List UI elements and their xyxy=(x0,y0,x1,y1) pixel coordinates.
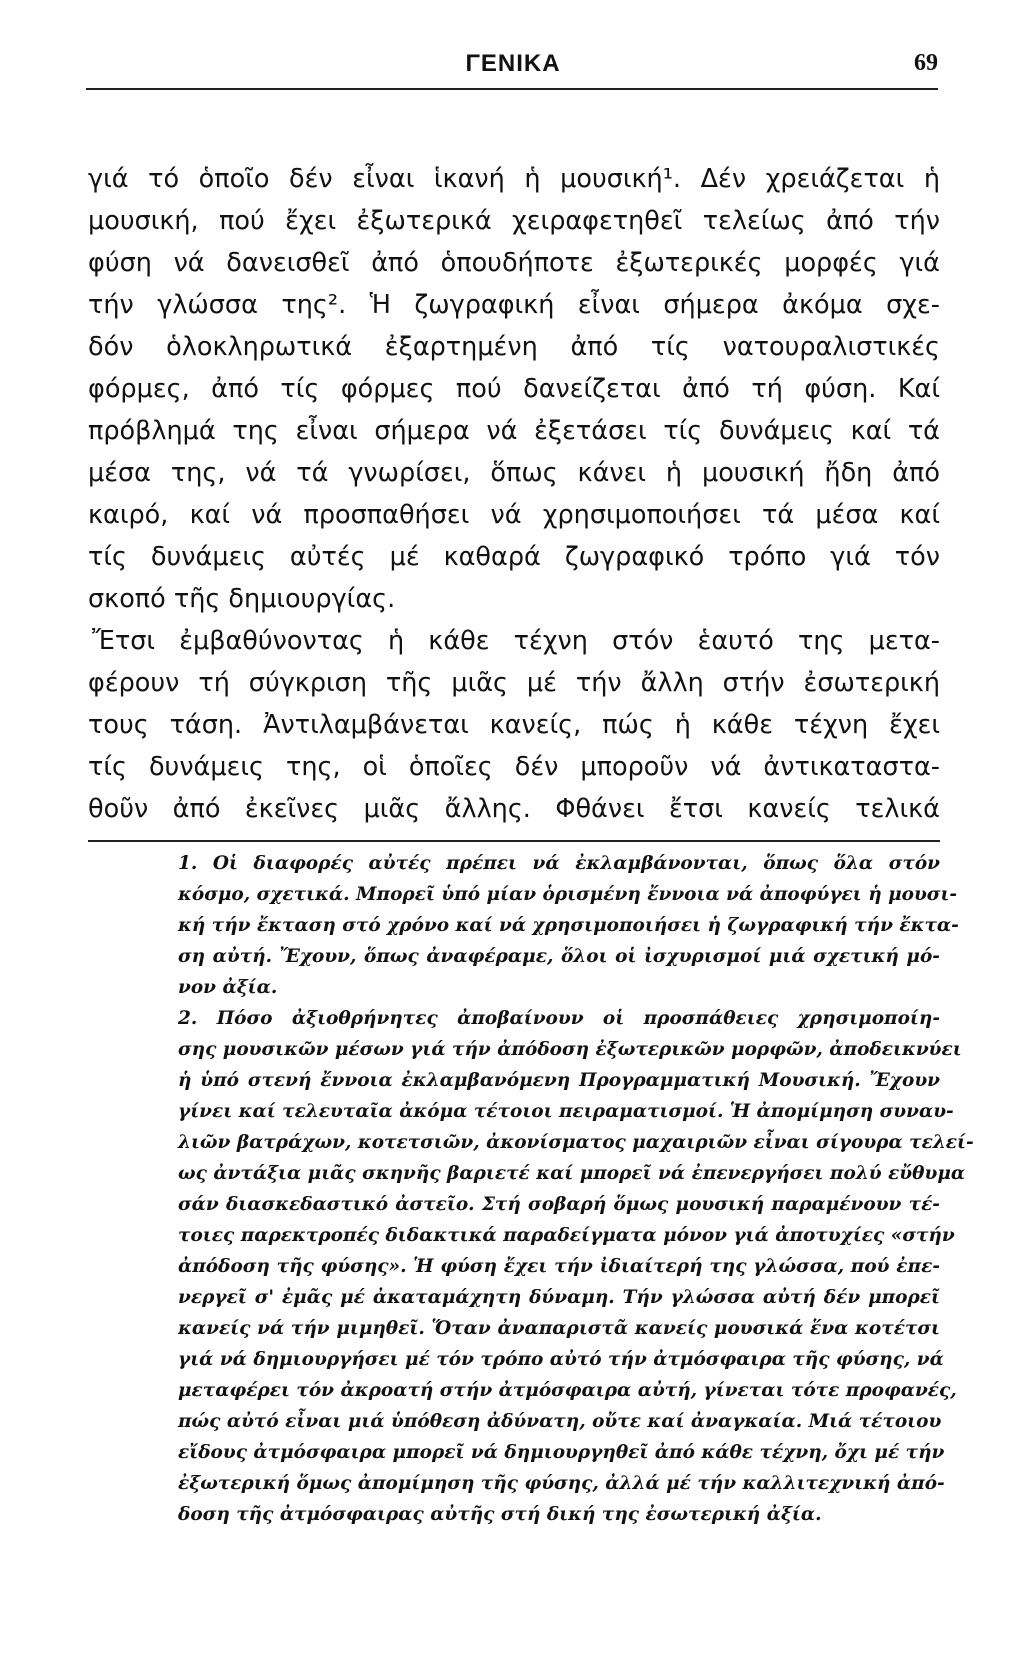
body-line: καιρό, καί νά προσπαθήσει νά χρησιμοποιήσει τά μέσα καί xyxy=(88,500,940,530)
footnote-line: νον ἀξία. xyxy=(178,977,278,998)
footnote-line: εἴδους ἀτμόσφαιρα μπορεῖ νά δημιουργηθεῖ ἀπό κάθε τέχνη, ὄχι μέ τήν xyxy=(178,1442,945,1463)
footnote-line: γιά νά δημιουργήσει μέ τόν τρόπο αὐτό τήν ἀτμόσφαιρα τῆς φύσης, νά xyxy=(178,1349,944,1370)
page-header xyxy=(88,50,938,90)
body-line: φέρουν τή σύγκριση τῆς μιᾶς μέ τήν ἄλλη στήν ἐσωτερική xyxy=(88,668,940,698)
body-line: μέσα της, νά τά γνωρίσει, ὅπως κάνει ἡ μουσική ἤδη ἀπό xyxy=(88,458,940,488)
footnote-line: 1. Οἱ διαφορές αὐτές πρέπει νά ἐκλαμβάνονται, ὅπως ὅλα στόν xyxy=(178,853,940,874)
body-line: δόν ὁλοκληρωτικά ἐξαρτημένη ἀπό τίς νατουραλιστικές xyxy=(88,332,940,362)
body-line: φύση νά δανεισθεῖ ἀπό ὁπουδήποτε ἐξωτερικές μορφές γιά xyxy=(88,248,940,278)
body-line: τίς δυνάμεις της, οἱ ὁποῖες δέν μποροῦν νά ἀντικαταστα- xyxy=(88,752,940,782)
footnote-line: τοιες παρεκτροπές διδακτικά παραδείγματα μόνον γιά ἀποτυχίες «στήν xyxy=(178,1225,955,1246)
footnote-line: κόσμο, σχετικά. Μπορεῖ ὑπό μίαν ὁρισμένη ἔννοια νά ἀποφύγει ἡ μουσι- xyxy=(178,884,958,905)
footnote-line: 2. Πόσο ἀξιοθρήνητες ἀποβαίνουν οἱ προσπάθειες χρησιμοποίη- xyxy=(178,1008,940,1029)
body-line: γιά τό ὁποῖο δέν εἶναι ἱκανή ἡ μουσική¹. Δέν χρειάζεται ἡ xyxy=(88,164,940,194)
running-head: ΓΕΝΙΚΑ xyxy=(465,50,561,77)
body-text xyxy=(88,158,940,830)
footnote-line: νεργεῖ σ' ἐμᾶς μέ ἀκαταμάχητη δύναμη. Τήν γλώσσα αὐτή δέν μπορεῖ xyxy=(178,1287,940,1308)
footnote-line: σάν διασκεδαστικό ἀστεῖο. Στή σοβαρή ὅμως μουσική παραμένουν τέ- xyxy=(178,1194,940,1215)
footnote-line: ως ἀντάξια μιᾶς σκηνῆς βαριετέ καί μπορεῖ νά ἐπενεργήσει πολύ εὔθυμα xyxy=(178,1163,966,1184)
body-line: θοῦν ἀπό ἐκεῖνες μιᾶς ἄλλης. Φθάνει ἔτσι κανείς τελικά xyxy=(88,794,940,824)
footnote-line: ση αὐτή. Ἔχουν, ὅπως ἀναφέραμε, ὅλοι οἱ ἰσχυρισμοί μιά σχετική μό- xyxy=(178,946,940,967)
footnote-line: δοση τῆς ἀτμόσφαιρας αὐτῆς στή δική της ἐσωτερική ἀξία. xyxy=(178,1504,822,1525)
footnote-line: σης μουσικῶν μέσων γιά τήν ἀπόδοση ἐξωτερικῶν μορφῶν, ἀποδεικνύει xyxy=(178,1039,962,1060)
header-rule xyxy=(86,88,938,90)
footnote-rule xyxy=(88,840,940,842)
footnote-line: ἐξωτερική ὅμως ἀπομίμηση τῆς φύσης, ἀλλά μέ τήν καλλιτεχνική ἀπό- xyxy=(178,1473,945,1494)
footnote-line: πώς αὐτό εἶναι μιά ὑπόθεση ἀδύνατη, οὔτε καί ἀναγκαία. Μιά τέτοιου xyxy=(178,1411,942,1432)
body-line: σκοπό τῆς δημιουργίας. xyxy=(88,584,396,614)
footnote-line: λιῶν βατράχων, κοτετσιῶν, ἀκονίσματος μαχαιριῶν εἶναι σίγουρα τελεί- xyxy=(178,1132,974,1153)
body-line: τους τάση. Ἀντιλαμβάνεται κανείς, πώς ἡ κάθε τέχνη ἔχει xyxy=(88,710,940,740)
body-line: Ἔτσι ἐμβαθύνοντας ἡ κάθε τέχνη στόν ἑαυτό της μετα- xyxy=(92,626,940,656)
footnotes xyxy=(178,848,974,1530)
body-line: τίς δυνάμεις αὐτές μέ καθαρά ζωγραφικό τρόπο γιά τόν xyxy=(88,542,940,572)
page-number: 69 xyxy=(914,50,938,76)
footnote-line: ἡ ὑπό στενή ἔννοια ἐκλαμβανόμενη Προγραμματική Μουσική. Ἔχουν xyxy=(178,1070,940,1091)
footnote-line: ἀπόδοση τῆς φύσης». Ἡ φύση ἔχει τήν ἰδιαίτερή της γλώσσα, πού ἐπε- xyxy=(178,1256,940,1277)
footnote-line: κή τήν ἔκταση στό χρόνο καί νά χρησιμοποιήσει ἡ ζωγραφική τήν ἔκτα- xyxy=(178,915,959,936)
body-line: φόρμες, ἀπό τίς φόρμες πού δανείζεται ἀπό τή φύση. Καί xyxy=(88,374,940,404)
footnote-line: μεταφέρει τόν ἀκροατή στήν ἀτμόσφαιρα αὐτή, γίνεται τότε προφανές, xyxy=(178,1380,957,1401)
body-line: τήν γλώσσα της². Ἡ ζωγραφική εἶναι σήμερα ἀκόμα σχε- xyxy=(88,290,940,320)
body-line: μουσική, πού ἔχει ἐξωτερικά χειραφετηθεῖ τελείως ἀπό τήν xyxy=(88,206,940,236)
footnote-line: κανείς νά τήν μιμηθεῖ. Ὅταν ἀναπαριστᾶ κανείς μουσικά ἕνα κοτέτσι xyxy=(178,1318,940,1339)
footnote-line: γίνει καί τελευταῖα ἀκόμα τέτοιοι πειραματισμοί. Ἡ ἀπομίμηση συναυ- xyxy=(178,1101,954,1122)
body-line: πρόβλημά της εἶναι σήμερα νά ἐξετάσει τίς δυνάμεις καί τά xyxy=(88,416,940,446)
